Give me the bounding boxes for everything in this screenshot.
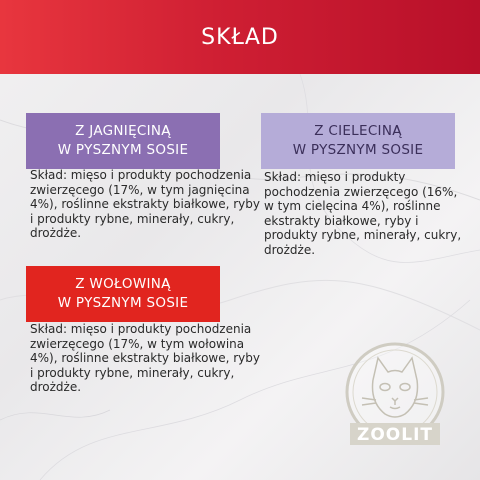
veal-ingredients-text: Skład: mięso i produkty pochodzenia zwierzęcego (16%, w tym cielęcina 4%), roślinne ekstrakty białkowe, ryby i produkty rybne, minerały, cukry, drożdże.: [264, 170, 462, 257]
beef-ingredients-text: Skład: mięso i produkty pochodzenia zwierzęcego (17%, w tym wołowina 4%), roślinne ekstrakty białkowe, ryby i produkty rybne, minerały, cukry, drożdże.: [30, 322, 260, 394]
beef-variant-badge: [26, 266, 220, 322]
veal-title-line2: W PYSZNYM SOSIE: [292, 142, 424, 158]
beef-title-line1: Z WOŁOWINĄ: [75, 276, 171, 292]
beef-title-line2: W PYSZNYM SOSIE: [57, 295, 189, 311]
logo-wordmark: ZOOLIT: [357, 425, 433, 445]
lamb-title-line1: Z JAGNIĘCINĄ: [75, 123, 171, 139]
veal-variant-badge: [261, 113, 455, 169]
lamb-ingredients-text: Skład: mięso i produkty pochodzenia zwierzęcego (17%, w tym jagnięcina 4%), roślinne ekstrakty białkowe, ryby i produkty rybne, minerały, cukry, drożdże.: [30, 168, 260, 240]
lamb-title-line2: W PYSZNYM SOSIE: [57, 142, 189, 158]
header-banner: [0, 0, 480, 74]
page-title: SKŁAD: [201, 24, 279, 50]
lamb-variant-badge: [26, 113, 220, 169]
zoolit-logo: [340, 340, 450, 465]
veal-title-line1: Z CIELECINĄ: [314, 123, 402, 139]
